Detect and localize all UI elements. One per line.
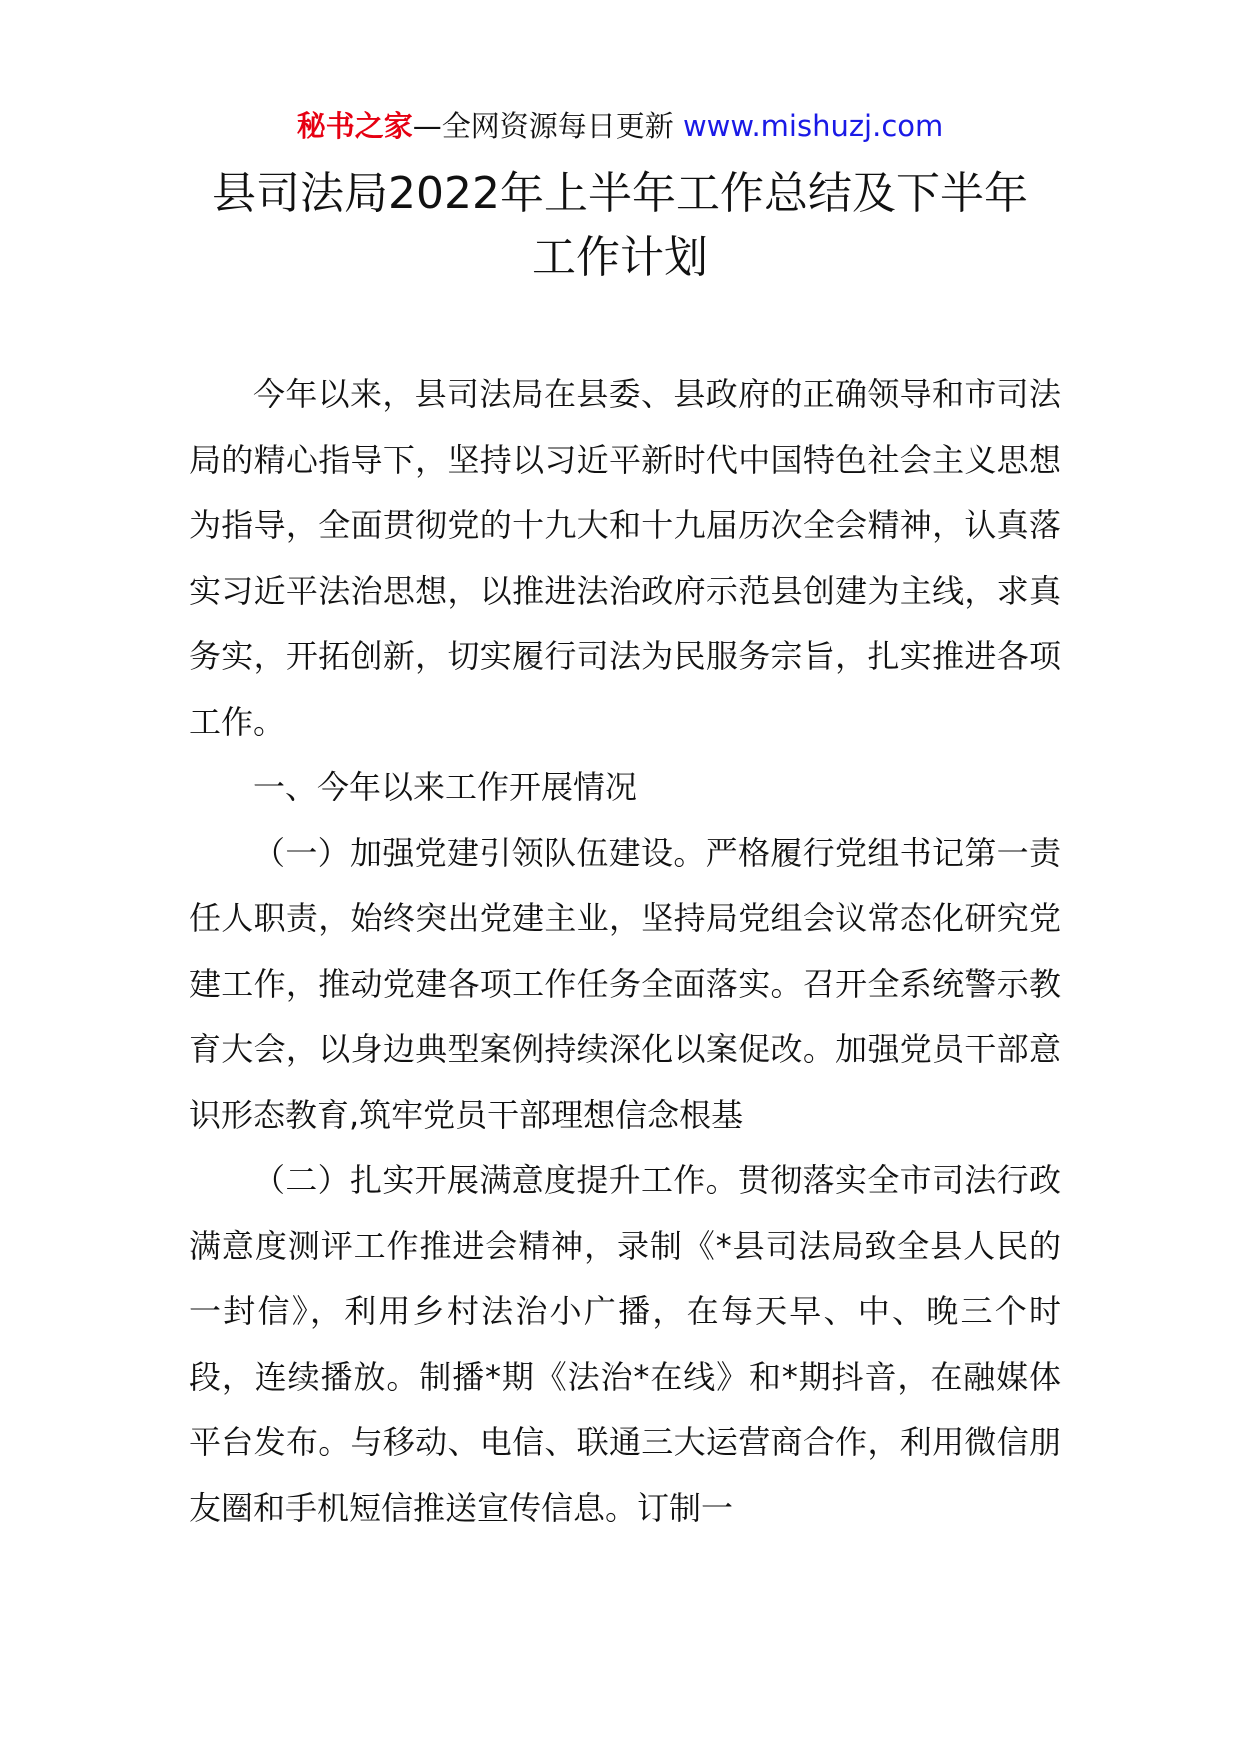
- document-body: [189, 362, 1061, 1541]
- document-title: [160, 162, 1080, 290]
- title-line-1: 县司法局2022年上半年工作总结及下半年: [212, 168, 1028, 219]
- site-url: www.mishuzj.com: [682, 109, 944, 143]
- brand-name: 秘书之家: [296, 109, 413, 143]
- title-line-2: 工作计划: [532, 232, 708, 283]
- paragraph-party-building: （一）加强党建引领队伍建设。严格履行党组书记第一责任人职责，始终突出党建主业，坚持局党组会议常态化研究党建工作，推动党建各项工作任务全面落实。召开全系统警示教育大会，以身边典型案例持续深化以案促改。加强党员干部意识形态教育,筑牢党员干部理想信念根基: [189, 833, 1061, 1134]
- brand-slogan: —全网资源每日更新: [412, 109, 674, 143]
- section-heading-1: 一、今年以来工作开展情况: [253, 768, 638, 806]
- paragraph-intro: 今年以来，县司法局在县委、县政府的正确领导和市司法局的精心指导下，坚持以习近平新时代中国特色社会主义思想为指导，全面贯彻党的十九大和十九届历次全会精神，认真落实习近平法治思想，以推进法治政府示范县创建为主线，求真务实，开拓创新，切实履行司法为民服务宗旨，扎实推进各项工作。: [189, 375, 1061, 741]
- paragraph-satisfaction: （二）扎实开展满意度提升工作。贯彻落实全市司法行政满意度测评工作推进会精神，录制《*县司法局致全县人民的一封信》，利用乡村法治小广播，在每天早、中、晚三个时段，连续播放。制播*期《法治*在线》和*期抖音，在融媒体平台发布。与移动、电信、联通三大运营商合作，利用微信朋友圈和手机短信推送宣传信息。订制一: [189, 1161, 1061, 1527]
- watermark-header: [0, 104, 1240, 148]
